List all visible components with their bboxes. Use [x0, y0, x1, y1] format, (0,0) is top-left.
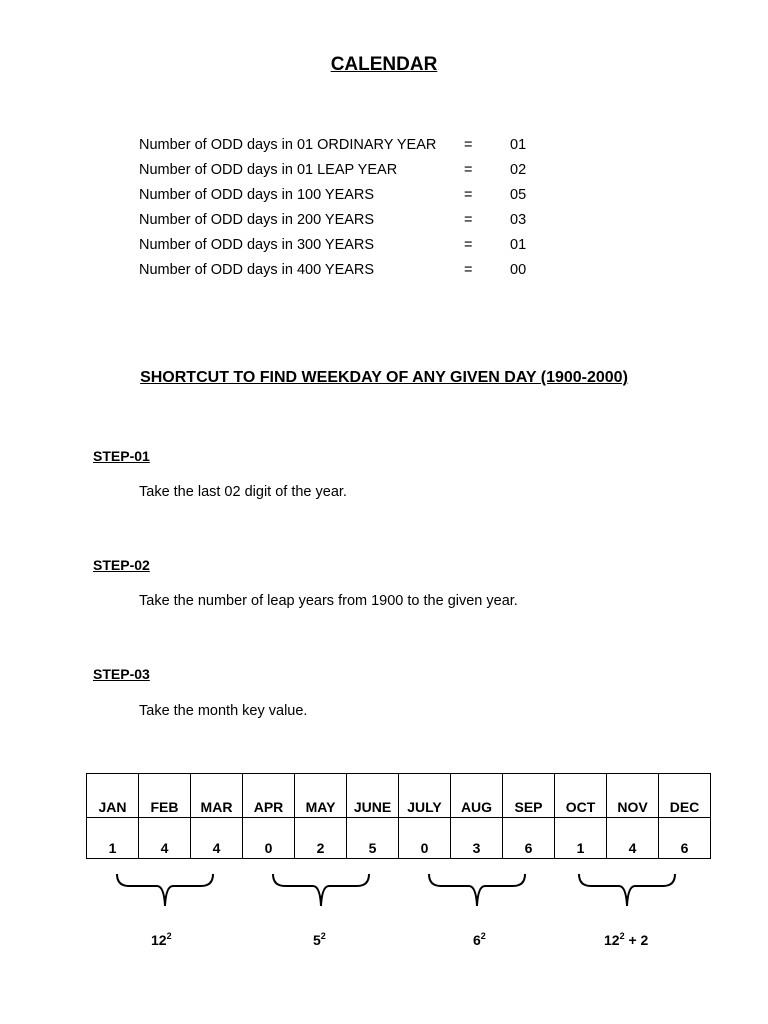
equals-sign: = [464, 237, 473, 253]
step-text: Take the last 02 digit of the year. [139, 484, 347, 500]
equals-sign: = [464, 137, 473, 153]
odd-days-value: 01 [510, 137, 527, 153]
month-name-cell: JUNE [347, 774, 399, 818]
curly-brace-icon [425, 872, 529, 912]
equals-sign: = [464, 212, 473, 228]
group-sum-label [473, 931, 486, 948]
month-key-cell: 4 [607, 818, 659, 859]
odd-days-value: 05 [510, 187, 527, 203]
step-heading: STEP-02 [93, 557, 150, 573]
group-sum-label [313, 931, 326, 948]
month-key-cell: 6 [503, 818, 555, 859]
month-key-cell: 0 [399, 818, 451, 859]
equals-sign: = [464, 262, 473, 278]
month-name-cell: JULY [399, 774, 451, 818]
odd-days-value: 00 [510, 262, 527, 278]
month-key-row [87, 818, 711, 859]
odd-days-label: Number of ODD days in 01 ORDINARY YEAR [139, 137, 437, 153]
month-key-cell: 4 [191, 818, 243, 859]
month-key-cell: 0 [243, 818, 295, 859]
group-base: 6 [473, 932, 481, 948]
group-exponent: 2 [480, 931, 486, 941]
odd-days-label: Number of ODD days in 100 YEARS [139, 187, 375, 203]
group-base: 12 [151, 932, 167, 948]
group-sum-label [604, 931, 648, 948]
group-suffix: + 2 [624, 932, 649, 948]
odd-days-value: 02 [510, 162, 527, 178]
group-exponent: 2 [320, 931, 326, 941]
step-heading: STEP-03 [93, 666, 150, 682]
step-text: Take the number of leap years from 1900 to the given year. [139, 593, 518, 609]
equals-sign: = [464, 162, 473, 178]
odd-days-label: Number of ODD days in 300 YEARS [139, 237, 375, 253]
month-key-cell: 2 [295, 818, 347, 859]
group-exponent: 2 [619, 931, 625, 941]
month-key-cell: 1 [555, 818, 607, 859]
group-exponent: 2 [166, 931, 172, 941]
month-name-cell: AUG [451, 774, 503, 818]
month-name-cell: SEP [503, 774, 555, 818]
month-key-cell: 3 [451, 818, 503, 859]
odd-days-label: Number of ODD days in 400 YEARS [139, 262, 375, 278]
month-name-cell: FEB [139, 774, 191, 818]
month-name-cell: JAN [87, 774, 139, 818]
equals-sign: = [464, 187, 473, 203]
month-name-cell: MAY [295, 774, 347, 818]
month-key-table [86, 773, 711, 859]
odd-days-value: 03 [510, 212, 527, 228]
curly-brace-icon [575, 872, 679, 912]
month-name-cell: NOV [607, 774, 659, 818]
month-name-cell: MAR [191, 774, 243, 818]
month-key-cell: 5 [347, 818, 399, 859]
odd-days-label: Number of ODD days in 200 YEARS [139, 212, 375, 228]
month-key-cell: 4 [139, 818, 191, 859]
month-name-cell: DEC [659, 774, 711, 818]
month-key-cell: 1 [87, 818, 139, 859]
step-text: Take the month key value. [139, 703, 308, 719]
curly-brace-icon [113, 872, 217, 912]
page-title: CALENDAR [330, 54, 438, 75]
section-subtitle: SHORTCUT TO FIND WEEKDAY OF ANY GIVEN DAY (1900-2000) [140, 369, 628, 386]
month-name-cell: OCT [555, 774, 607, 818]
curly-brace-icon [269, 872, 373, 912]
group-base: 5 [313, 932, 321, 948]
group-sum-label [151, 931, 172, 948]
odd-days-value: 01 [510, 237, 527, 253]
step-heading: STEP-01 [93, 448, 150, 464]
odd-days-label: Number of ODD days in 01 LEAP YEAR [139, 162, 398, 178]
month-key-cell: 6 [659, 818, 711, 859]
month-name-cell: APR [243, 774, 295, 818]
month-name-row [87, 774, 711, 818]
group-base: 12 [604, 932, 620, 948]
